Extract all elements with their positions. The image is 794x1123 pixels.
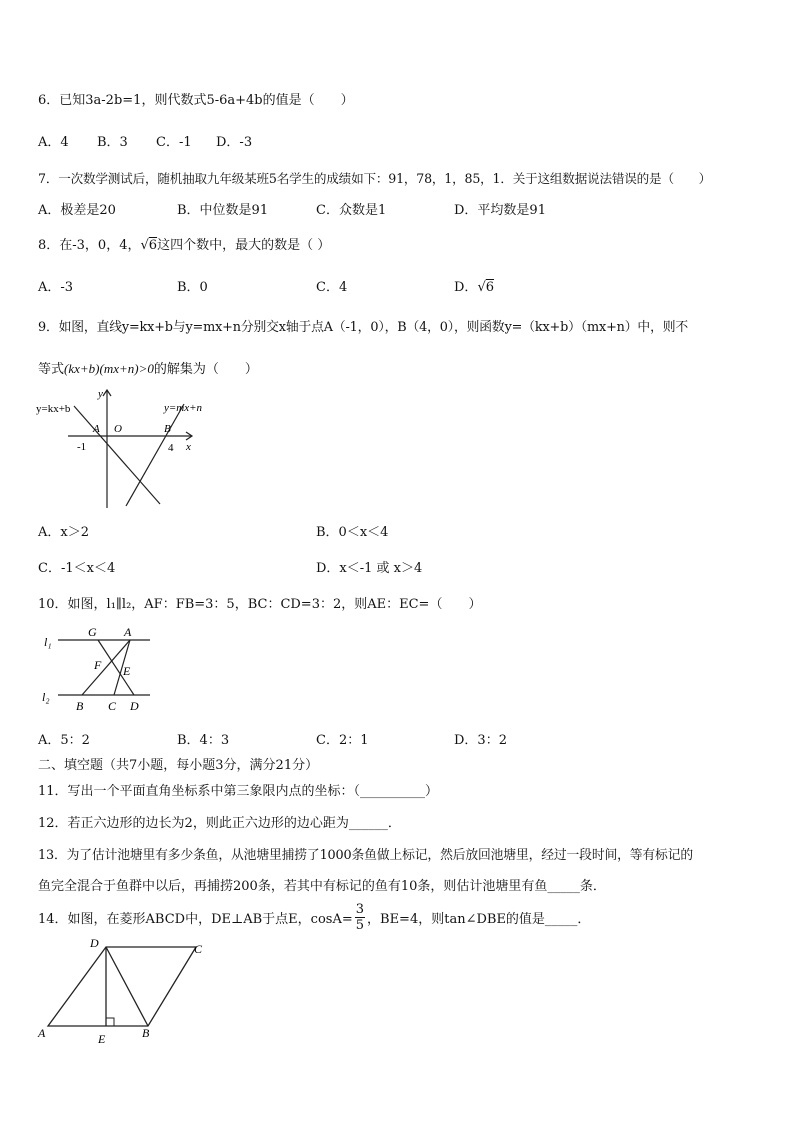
q7-option-a: A．极差是20	[38, 203, 116, 218]
q14-rhombus	[48, 947, 196, 1026]
q8-option-b: B．0	[177, 280, 208, 295]
q9-point-a-label: A	[93, 423, 100, 435]
q9-option-b: B．0＜x＜4	[316, 525, 389, 540]
q8-option-d-sqrt-arg: 6	[485, 280, 495, 295]
q10-label-l2: l₂	[42, 690, 50, 704]
q9-label-mx-n: y=mx+n	[164, 402, 203, 414]
section-2-heading: 二、填空题（共7小题，每小题3分，满分21分）	[38, 758, 319, 773]
q14-label-d: D	[90, 937, 99, 950]
q14-label-a: A	[38, 1026, 46, 1040]
q8-stem	[38, 234, 330, 253]
q10-label-c: C	[108, 699, 117, 713]
q14-fraction	[355, 902, 365, 933]
q10-label-b: B	[76, 699, 84, 713]
q9-x-label: x	[186, 441, 191, 453]
q9-line-mx-n	[126, 404, 184, 506]
q9-stem-line1: 9．如图，直线y=kx+b与y=mx+n分别交x轴于点A（-1，0），B（4，0），则函数y=（kx+b）（mx+n）中，则不	[38, 320, 689, 335]
q8-option-d-label: D．	[454, 280, 478, 295]
q9-figure	[34, 384, 224, 512]
q7-option-c: C．众数是1	[316, 203, 387, 218]
q9-line-kx-b	[74, 406, 160, 504]
q14-label-c: C	[194, 942, 203, 956]
q9-y-label: y	[98, 388, 103, 400]
q7-option-d: D．平均数是91	[454, 203, 546, 218]
q7-option-b: B．中位数是91	[177, 203, 269, 218]
q6-option-c: C．-1	[156, 135, 192, 150]
q11-stem: 11．写出一个平面直角坐标系中第三象限内点的坐标：（__________）	[38, 784, 439, 799]
q7-stem: 7．一次数学测试后，随机抽取九年级某班5名学生的成绩如下：91，78，1，85，1．关于这组数据说法错误的是（ ）	[38, 171, 712, 186]
q8-stem-pre: 8．在-3，0，4，	[38, 238, 141, 253]
q8-sqrt-arg: 6	[148, 238, 158, 253]
q14-stem-pre: 14．如图，在菱形ABCD中，DE⊥AB于点E，cosA=	[38, 912, 353, 927]
q12-stem: 12．若正六边形的边长为2，则此正六边形的边心距为______．	[38, 816, 401, 831]
q9-label-kx-b: y=kx+b	[36, 403, 71, 415]
q14-frac-num: 3	[355, 902, 365, 917]
q8-option-c: C．4	[316, 280, 348, 295]
q9-origin-label: O	[114, 423, 122, 435]
q6-option-b: B．3	[97, 135, 128, 150]
q14-stem	[38, 902, 590, 942]
q13-stem-line2: 鱼完全混合于鱼群中以后，再捕捞200条，若其中有标记的鱼有10条，则估计池塘里有鱼_____条．	[38, 879, 606, 894]
q10-label-l1: l₁	[44, 635, 52, 649]
q10-label-g: G	[88, 625, 97, 639]
q9-stem-line2	[38, 358, 258, 377]
q10-label-a: A	[124, 625, 132, 639]
q10-option-c: C．2：1	[316, 733, 369, 748]
q14-figure	[36, 937, 212, 1047]
q6-option-d: D．-3	[216, 135, 253, 150]
q6-stem: 6．已知3a-2b=1，则代数式5-6a+4b的值是（ ）	[38, 93, 354, 108]
q14-frac-den: 5	[355, 918, 365, 933]
q10-stem: 10．如图，l₁∥l₂，AF：FB=3：5，BC：CD=3：2，则AE：EC=（ ）	[38, 597, 482, 612]
q14-right-angle-mark	[106, 1018, 114, 1026]
q10-option-a: A．5：2	[38, 733, 90, 748]
q10-option-b: B．4：3	[177, 733, 230, 748]
q14-segment-db	[106, 947, 148, 1026]
q9-option-d: D．x＜-1 或 x＞4	[316, 561, 423, 576]
q9-point-b-label: B	[164, 423, 171, 435]
q9-stem-post: 的解集为（ ）	[153, 362, 258, 377]
q9-stem-pre: 等式	[38, 362, 65, 377]
q14-label-b: B	[142, 1026, 150, 1040]
q9-tick-b-label: 4	[168, 442, 174, 454]
q6-option-a: A．4	[38, 135, 69, 150]
q13-stem-line1: 13．为了估计池塘里有多少条鱼，从池塘里捕捞了1000条鱼做上标记，然后放回池塘里，经过一段时间，等有标记的	[38, 848, 694, 863]
q8-option-a: A．-3	[38, 280, 74, 295]
q8-option-d-sqrt: √6	[477, 280, 495, 295]
q10-label-e: E	[123, 664, 131, 678]
q10-option-d: D．3：2	[454, 733, 507, 748]
q8-option-d	[454, 276, 494, 295]
q10-label-d: D	[130, 699, 139, 713]
q8-stem-post: 这四个数中，最大的数是（ ）	[157, 238, 331, 253]
q8-sqrt: √6	[140, 238, 158, 253]
q14-stem-post: ，BE=4，则tan∠DBE的值是_____．	[367, 912, 591, 927]
q10-figure	[38, 622, 158, 714]
q14-label-e: E	[98, 1032, 106, 1046]
q10-label-f: F	[94, 658, 102, 672]
q9-tick-a-label: -1	[77, 441, 87, 453]
q9-option-a: A．x＞2	[38, 525, 89, 540]
q9-inequality: (kx+b)(mx+n)>0	[64, 361, 154, 376]
q9-option-c: C．-1＜x＜4	[38, 561, 116, 576]
